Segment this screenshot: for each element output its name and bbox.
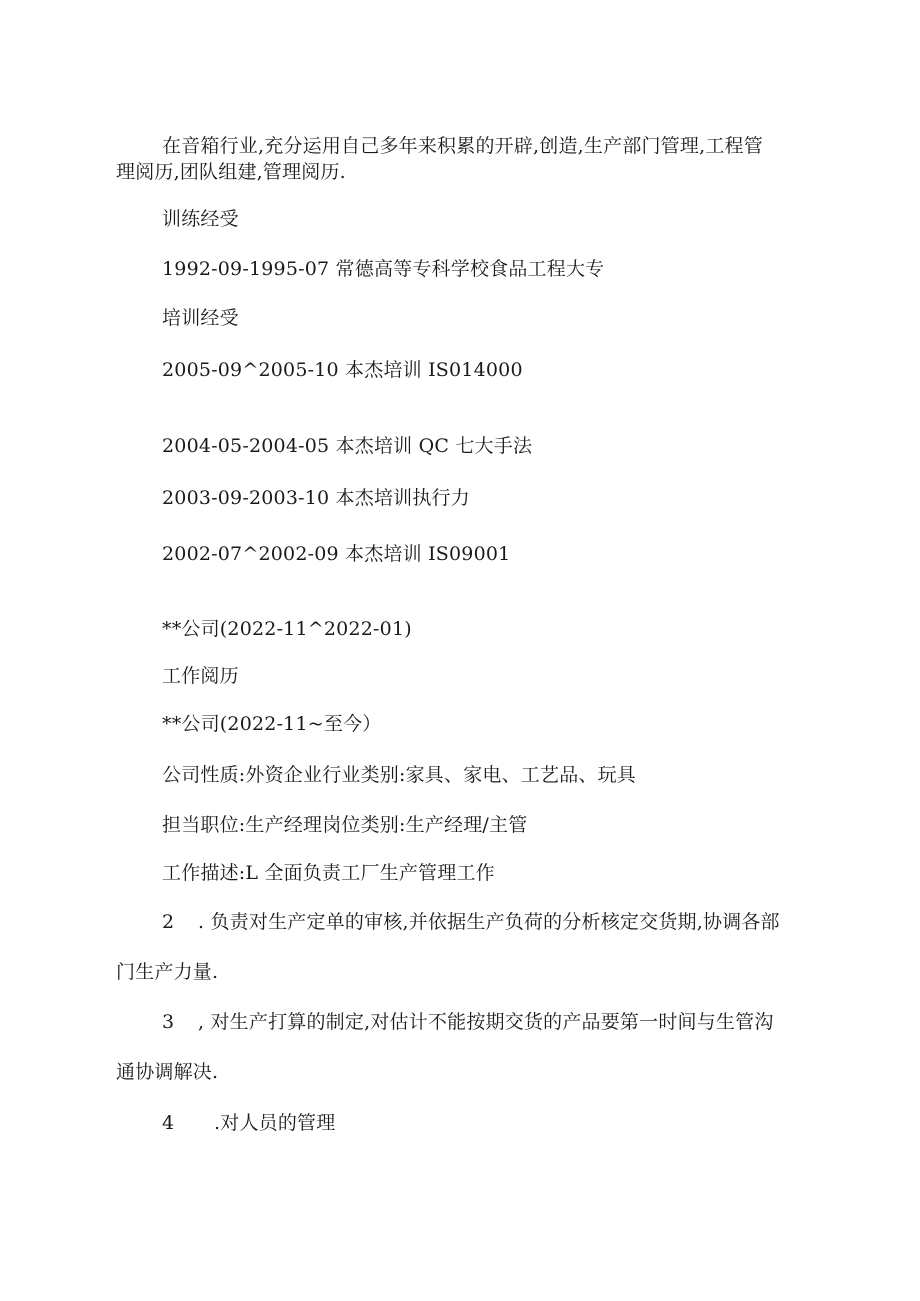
education-heading: 训练经受 [162,208,239,230]
previous-company: **公司(2022-11^2022-01) [162,618,412,640]
training-item: 2002-07^2002-09 本杰培训 IS09001 [162,543,511,565]
current-company: **公司(2022-11~至今） [162,713,382,735]
education-item: 1992-09-1995-07 常德高等专科学校食品工程大专 [162,258,605,280]
work-heading: 工作阅历 [162,665,239,687]
job-description: 工作描述:L 全面负责工厂生产管理工作 [162,862,495,884]
training-item: 2003-09-2003-10 本杰培训执行力 [162,487,470,509]
duty-text-line-2: 门生产力量. [116,961,219,983]
company-nature: 公司性质:外资企业行业类别:家具、家电、工艺品、玩具 [162,764,637,786]
duty-text-line-1: .对人员的管理 [214,1112,336,1134]
training-heading: 培训经受 [162,307,239,329]
training-item: 2005-09^2005-10 本杰培训 IS014000 [162,359,523,381]
duty-number: 4 [162,1112,175,1134]
duty-item [162,1010,774,1034]
intro-paragraph-line-2: 理阅历,团队组建,管理阅历. [116,161,346,183]
duty-text-line-1: , 对生产打算的制定,对估计不能按期交货的产品要第一时间与生管沟 [198,1011,774,1033]
duty-number: 3 [162,1011,175,1033]
position: 担当职位:生产经理岗位类别:生产经理/主管 [162,814,528,836]
training-item: 2004-05-2004-05 本杰培训 QC 七大手法 [162,435,533,457]
intro-paragraph-line-1: 在音箱行业,充分运用自己多年来积累的开辟,创造,生产部门管理,工程管 [162,135,763,157]
duty-item [162,1111,335,1135]
duty-text-line-2: 通协调解决. [116,1061,219,1083]
duty-item [162,910,780,934]
duty-text-line-1: . 负责对生产定单的审核,并依据生产负荷的分析核定交货期,协调各部 [198,911,780,933]
duty-number: 2 [162,911,175,933]
